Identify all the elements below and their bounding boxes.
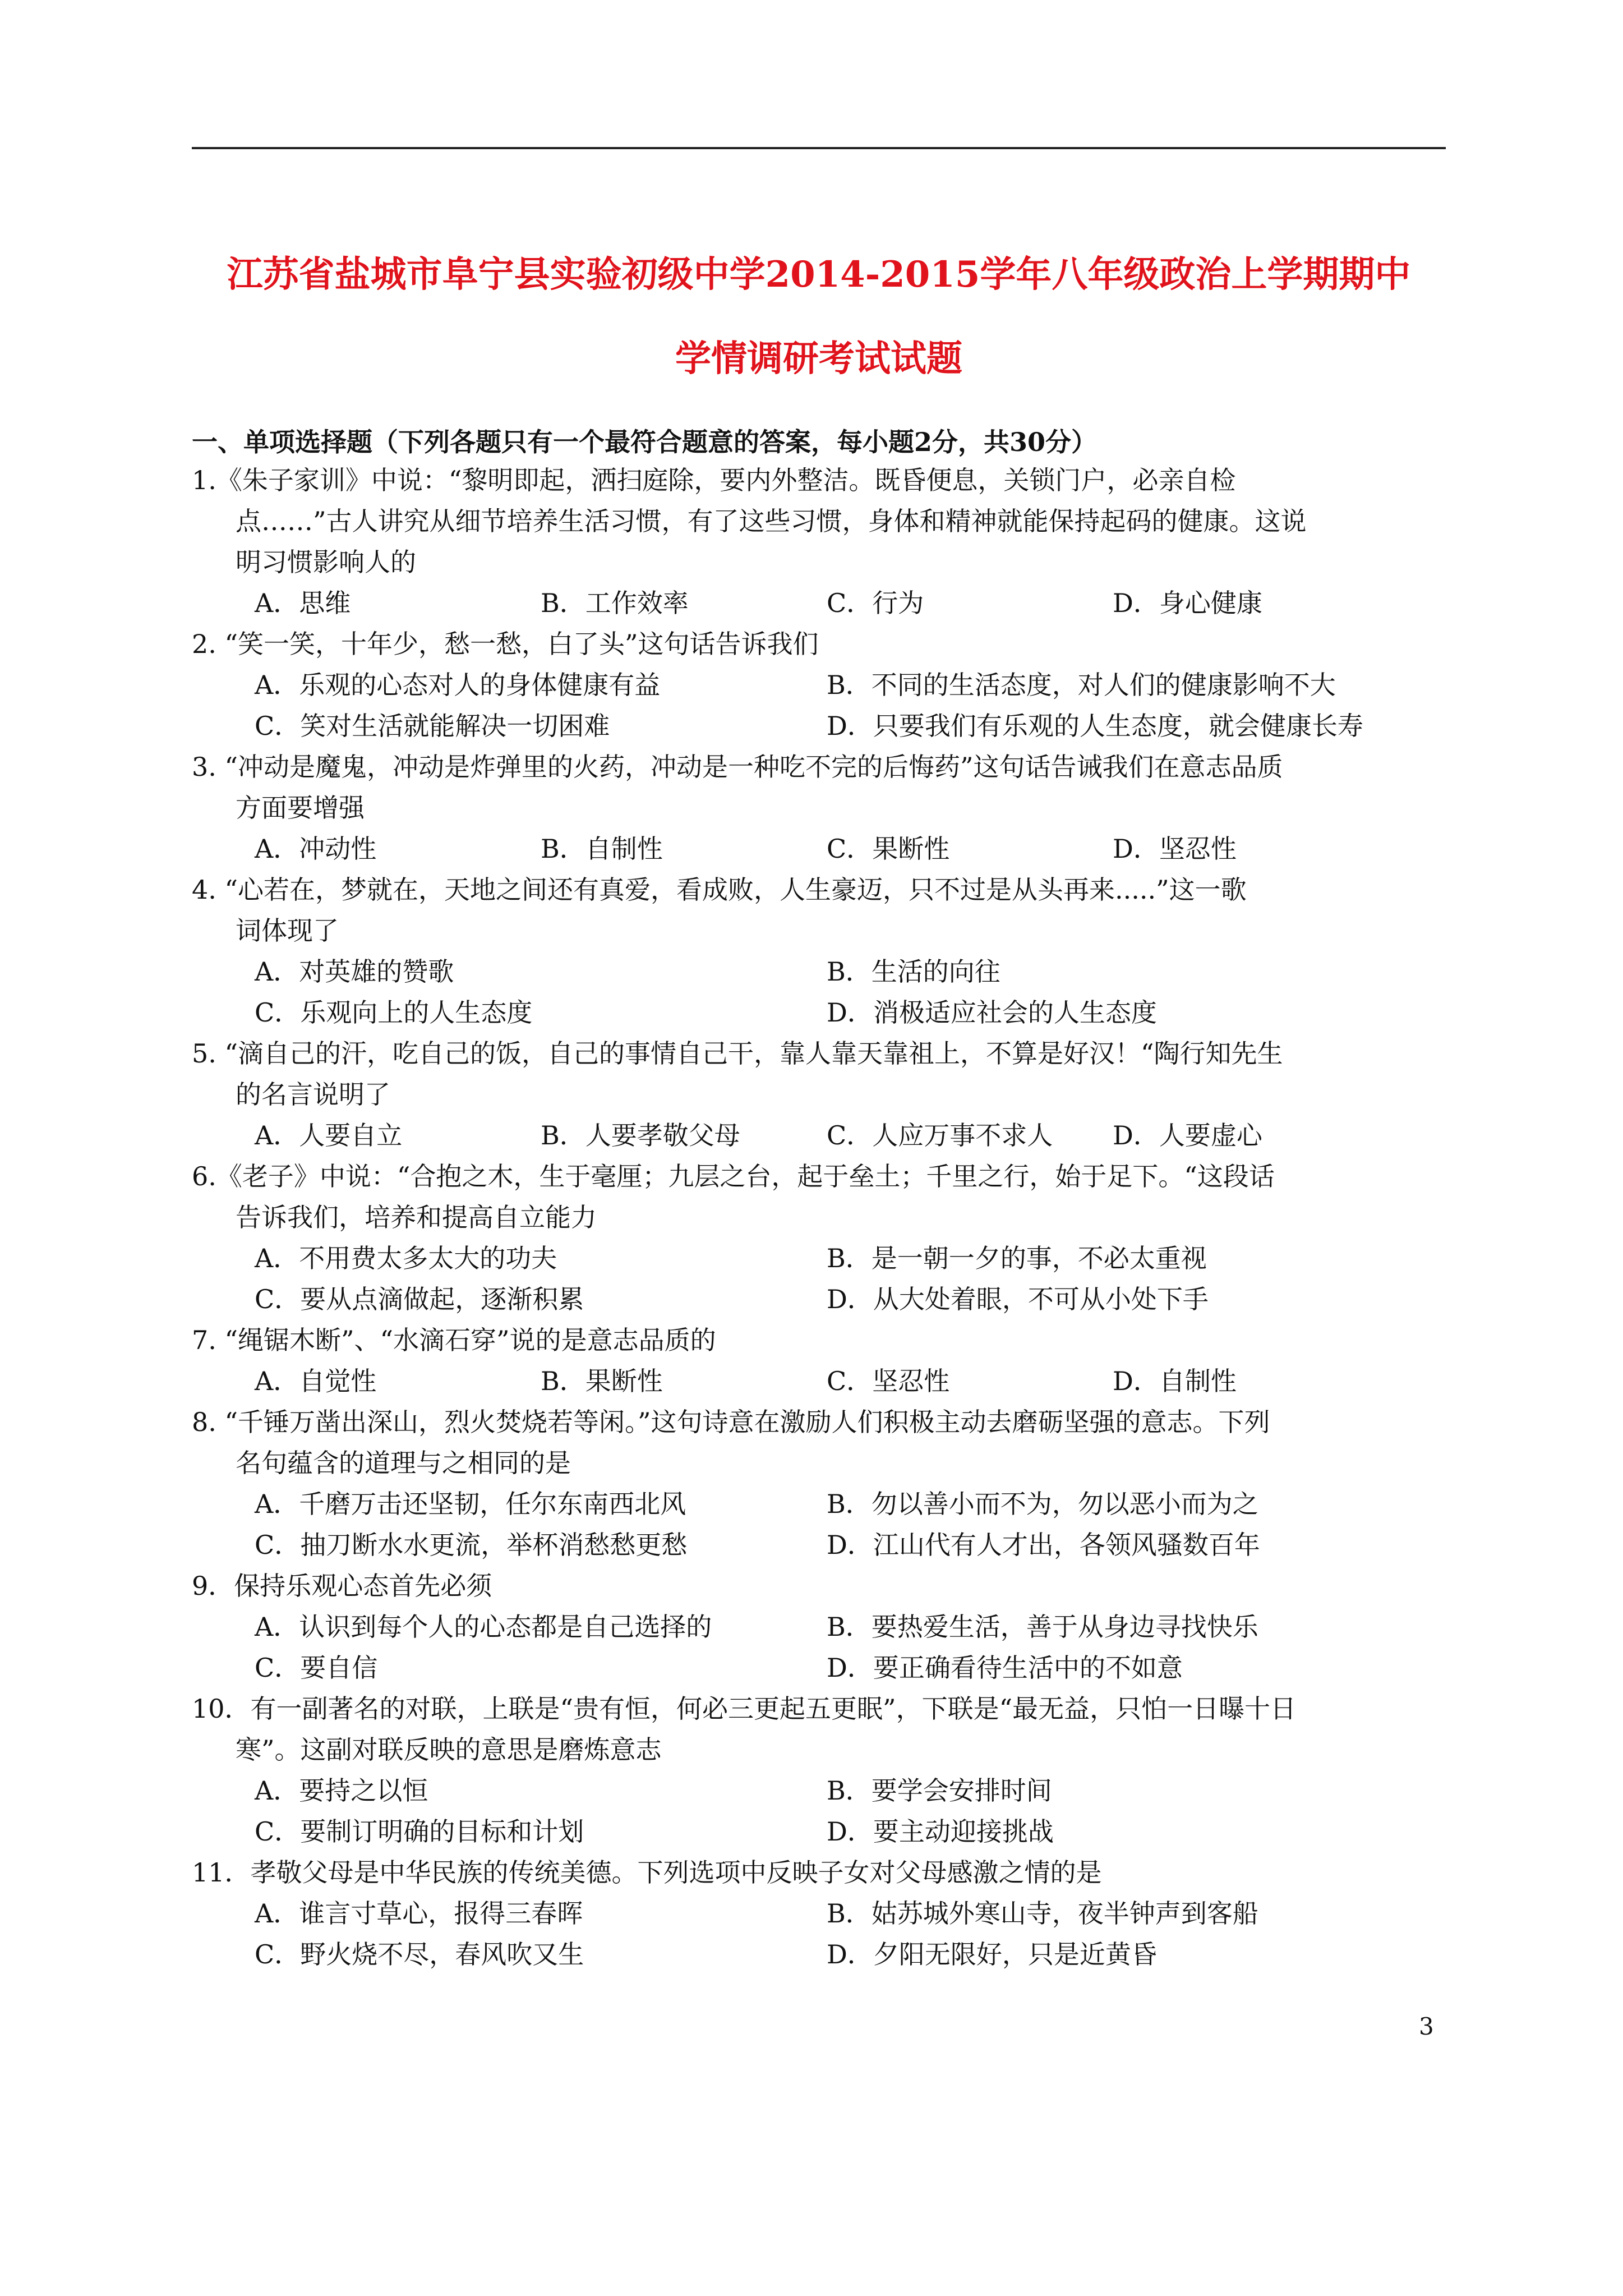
option-a: A．乐观的心态对人的身体健康有益 (255, 670, 661, 700)
options-row (192, 1115, 1448, 1156)
options-row (192, 1525, 1448, 1566)
options-row (192, 1811, 1448, 1852)
option-c: C．要制订明确的目标和计划 (255, 1816, 584, 1847)
option-b: B．自制性 (541, 834, 663, 864)
options-row (192, 951, 1448, 992)
question-10 (192, 1688, 1448, 1852)
option-c: C．坚忍性 (827, 1366, 950, 1396)
option-c: C．抽刀断水水更流，举杯消愁愁更愁 (255, 1530, 688, 1560)
options-row (192, 1893, 1448, 1934)
question-stem: 7. “绳锯木断”、“水滴石穿”说的是意志品质的 (192, 1325, 716, 1355)
page-number: 3 (1419, 2013, 1434, 2040)
option-d: D．夕阳无限好，只是近黄昏 (827, 1939, 1157, 1970)
options-row (192, 1484, 1448, 1525)
options-row (192, 1361, 1448, 1402)
option-c: C．要从点滴做起，逐渐积累 (255, 1284, 584, 1314)
option-c: C．果断性 (827, 834, 950, 864)
question-11 (192, 1852, 1448, 1975)
option-b: B．果断性 (541, 1366, 663, 1396)
question-stem-cont: 点……”古人讲究从细节培养生活习惯，有了这些习惯，身体和精神就能保持起码的健康。这说 (236, 506, 1307, 536)
question-9 (192, 1566, 1448, 1688)
option-a: A．思维 (255, 588, 351, 618)
option-d: D．从大处着眼，不可从小处下手 (827, 1284, 1209, 1314)
option-d: D．自制性 (1113, 1366, 1237, 1396)
option-d: D．身心健康 (1113, 588, 1262, 618)
option-a: A．要持之以恒 (255, 1775, 428, 1806)
option-a: A．认识到每个人的心态都是自己选择的 (255, 1612, 712, 1642)
question-stem: 3. “冲动是魔鬼，冲动是炸弹里的火药，冲动是一种吃不完的后悔药”这句话告诫我们在意志品质 (192, 752, 1283, 782)
document-title-line-1: 江苏省盐城市阜宁县实验初级中学2014-2015学年八年级政治上学期期中 (227, 254, 1411, 296)
options-row (192, 1238, 1448, 1279)
question-stem: 6.《老子》中说：“合抱之木，生于毫厘；九层之台，起于垒土；千里之行，始于足下。“这段话 (192, 1161, 1275, 1191)
option-d: D．消极适应社会的人生态度 (827, 997, 1157, 1028)
option-c: C．野火烧不尽，春风吹又生 (255, 1939, 584, 1970)
option-a: A．自觉性 (255, 1366, 377, 1396)
document-title-line-2: 学情调研考试试题 (675, 338, 962, 380)
option-b: B．要学会安排时间 (827, 1775, 1052, 1806)
question-stem: 2. “笑一笑，十年少，愁一愁，白了头”这句话告诉我们 (192, 629, 819, 659)
option-c: C．笑对生活就能解决一切困难 (255, 711, 610, 741)
question-stem: 1.《朱子家训》中说：“黎明即起，洒扫庭除，要内外整洁。既昏便息，关锁门户，必亲自检 (192, 465, 1236, 495)
options-row (192, 829, 1448, 869)
option-a: A．谁言寸草心，报得三春晖 (255, 1898, 583, 1929)
options-row (192, 1279, 1448, 1320)
question-stem-cont: 方面要增强 (236, 793, 365, 823)
option-d: D．江山代有人才出，各领风骚数百年 (827, 1530, 1260, 1560)
option-b: B．要热爱生活，善于从身边寻找快乐 (827, 1612, 1258, 1642)
option-c: C．人应万事不求人 (827, 1120, 1053, 1151)
options-row (192, 583, 1448, 624)
option-c: C．要自信 (255, 1653, 378, 1683)
option-a: A．千磨万击还坚韧，任尔东南西北风 (255, 1489, 686, 1519)
option-d: D．坚忍性 (1113, 834, 1237, 864)
option-d: D．要主动迎接挑战 (827, 1816, 1054, 1847)
options-row (192, 1770, 1448, 1811)
question-5 (192, 1033, 1448, 1156)
option-a: A．对英雄的赞歌 (255, 956, 454, 987)
section-heading: 一、单项选择题（下列各题只有一个最符合题意的答案，每小题2分，共30分） (192, 427, 1098, 457)
question-stem: 4. “心若在，梦就在，天地之间还有真爱，看成败，人生豪迈，只不过是从头再来.....”这一歌 (192, 875, 1247, 905)
option-a: A．不用费太多太大的功夫 (255, 1243, 557, 1273)
option-d: D．要正确看待生活中的不如意 (827, 1653, 1183, 1683)
option-c: C．行为 (827, 588, 924, 618)
option-b: B．工作效率 (541, 588, 689, 618)
question-8 (192, 1402, 1448, 1566)
question-1 (192, 460, 1448, 624)
question-stem-cont: 词体现了 (236, 915, 339, 946)
option-b: B．姑苏城外寒山寺，夜半钟声到客船 (827, 1898, 1258, 1929)
question-7 (192, 1320, 1448, 1402)
question-2 (192, 624, 1448, 747)
question-stem: 5. “滴自己的汗，吃自己的饭，自己的事情自己干，靠人靠天靠祖上，不算是好汉！“陶行知先生 (192, 1038, 1283, 1069)
option-b: B．不同的生活态度，对人们的健康影响不大 (827, 670, 1336, 700)
option-b: B．勿以善小而不为，勿以恶小而为之 (827, 1489, 1258, 1519)
options-row (192, 1648, 1448, 1688)
options-row (192, 992, 1448, 1033)
options-row (192, 706, 1448, 747)
question-stem: 8. “千锤万凿出深山，烈火焚烧若等闲。”这句诗意在激励人们积极主动去磨砺坚强的意志。下列 (192, 1407, 1270, 1437)
option-a: A．冲动性 (255, 834, 377, 864)
option-b: B．人要孝敬父母 (541, 1120, 740, 1151)
options-row (192, 1934, 1448, 1975)
options-row (192, 665, 1448, 706)
question-stem-cont: 的名言说明了 (236, 1079, 390, 1110)
question-stem-cont: 寒”。这副对联反映的意思是磨炼意志 (236, 1734, 662, 1765)
question-4 (192, 869, 1448, 1033)
question-stem: 10．有一副著名的对联，上联是“贵有恒，何必三更起五更眠”，下联是“最无益，只怕一日曝十日 (192, 1694, 1297, 1724)
option-b: B．生活的向往 (827, 956, 1000, 987)
question-stem-cont: 明习惯影响人的 (236, 547, 416, 577)
question-3 (192, 747, 1448, 869)
question-stem: 11．孝敬父母是中华民族的传统美德。下列选项中反映子女对父母感激之情的是 (192, 1857, 1102, 1888)
header-rule (192, 147, 1446, 149)
question-stem: 9．保持乐观心态首先必须 (192, 1571, 492, 1601)
option-a: A．人要自立 (255, 1120, 403, 1151)
options-row (192, 1607, 1448, 1648)
option-d: D．只要我们有乐观的人生态度，就会健康长寿 (827, 711, 1363, 741)
question-stem-cont: 告诉我们，培养和提高自立能力 (236, 1202, 597, 1232)
option-d: D．人要虚心 (1113, 1120, 1262, 1151)
option-c: C．乐观向上的人生态度 (255, 997, 533, 1028)
question-stem-cont: 名句蕴含的道理与之相同的是 (236, 1448, 571, 1478)
option-b: B．是一朝一夕的事，不必太重视 (827, 1243, 1207, 1273)
question-6 (192, 1156, 1448, 1320)
